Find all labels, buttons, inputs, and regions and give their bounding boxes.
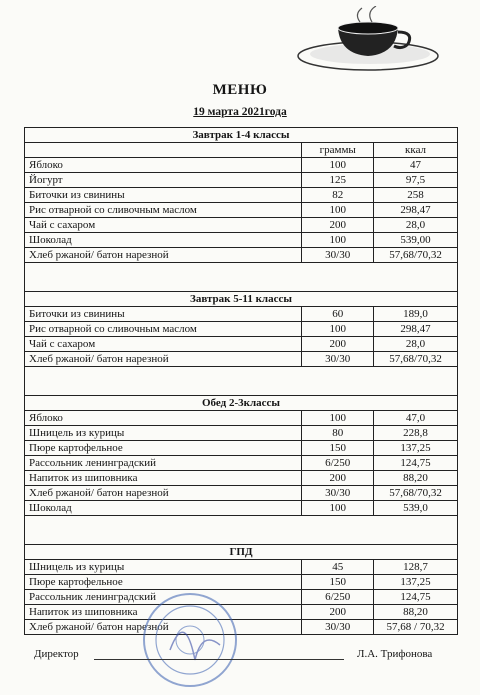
dish-kcal: 298,47 (374, 203, 458, 218)
menu-table (24, 127, 458, 635)
dish-kcal: 258 (374, 188, 458, 203)
dish-kcal: 128,7 (374, 560, 458, 575)
menu-item-row (25, 456, 458, 471)
dish-name: Рис отварной со сливочным маслом (25, 322, 302, 337)
dish-kcal: 137,25 (374, 575, 458, 590)
section-spacer (25, 516, 458, 545)
dish-kcal: 57,68 / 70,32 (374, 620, 458, 635)
section-header-row (25, 292, 458, 307)
dish-kcal: 57,68/70,32 (374, 352, 458, 367)
dish-name: Напиток из шиповника (25, 471, 302, 486)
menu-item-row (25, 471, 458, 486)
dish-kcal: 124,75 (374, 456, 458, 471)
column-header-row (25, 143, 458, 158)
dish-name: Чай с сахаром (25, 218, 302, 233)
spacer-cell (25, 516, 458, 545)
dish-grams: 100 (302, 501, 374, 516)
dish-name: Шоколад (25, 501, 302, 516)
dish-name: Йогурт (25, 173, 302, 188)
dish-name: Шоколад (25, 233, 302, 248)
dish-name: Рассольник ленинградский (25, 456, 302, 471)
dish-name: Шницель из курицы (25, 426, 302, 441)
dish-grams: 30/30 (302, 352, 374, 367)
dish-kcal: 189,0 (374, 307, 458, 322)
dish-name: Хлеб ржаной/ батон нарезной (25, 248, 302, 263)
menu-item-row (25, 218, 458, 233)
dish-grams: 100 (302, 203, 374, 218)
section-header-row (25, 128, 458, 143)
menu-item-row (25, 560, 458, 575)
coffee-cup-icon (290, 6, 440, 76)
dish-grams: 30/30 (302, 620, 374, 635)
menu-item-row (25, 501, 458, 516)
dish-name: Пюре картофельное (25, 441, 302, 456)
dish-grams: 6/250 (302, 590, 374, 605)
dish-grams: 30/30 (302, 248, 374, 263)
menu-item-row (25, 620, 458, 635)
menu-item-row (25, 426, 458, 441)
dish-grams: 100 (302, 411, 374, 426)
dish-name: Яблоко (25, 158, 302, 173)
dish-grams: 45 (302, 560, 374, 575)
dish-name: Рис отварной со сливочным маслом (25, 203, 302, 218)
dish-kcal: 88,20 (374, 471, 458, 486)
dish-name: Напиток из шиповника (25, 605, 302, 620)
dish-kcal: 137,25 (374, 441, 458, 456)
dish-kcal: 88,20 (374, 605, 458, 620)
menu-item-row (25, 486, 458, 501)
dish-grams: 100 (302, 233, 374, 248)
spacer-cell (25, 263, 458, 292)
dish-name: Биточки из свинины (25, 307, 302, 322)
dish-grams: 6/250 (302, 456, 374, 471)
director-name: Л.А. Трифонова (357, 648, 433, 660)
dish-grams: 100 (302, 158, 374, 173)
dish-grams: 82 (302, 188, 374, 203)
dish-kcal: 57,68/70,32 (374, 248, 458, 263)
dish-kcal: 539,0 (374, 501, 458, 516)
dish-kcal: 539,00 (374, 233, 458, 248)
dish-grams: 60 (302, 307, 374, 322)
dish-grams: 200 (302, 605, 374, 620)
director-label: Директор (34, 648, 79, 660)
dish-name: Биточки из свинины (25, 188, 302, 203)
menu-item-row (25, 322, 458, 337)
menu-date: 19 марта 2021года (193, 106, 287, 118)
dish-grams: 200 (302, 218, 374, 233)
signature-line (94, 659, 344, 660)
menu-item-row (25, 337, 458, 352)
dish-name: Чай с сахаром (25, 337, 302, 352)
dish-name: Рассольник ленинградский (25, 590, 302, 605)
dish-grams: 150 (302, 441, 374, 456)
menu-item-row (25, 575, 458, 590)
menu-item-row (25, 188, 458, 203)
dish-grams: 30/30 (302, 486, 374, 501)
page-title: МЕНЮ (212, 82, 268, 98)
section-header-row (25, 396, 458, 411)
column-header-grams: граммы (302, 143, 374, 158)
menu-item-row (25, 173, 458, 188)
dish-kcal: 124,75 (374, 590, 458, 605)
section-header-row (25, 545, 458, 560)
dish-name: Хлеб ржаной/ батон нарезной (25, 352, 302, 367)
dish-kcal: 298,47 (374, 322, 458, 337)
dish-grams: 125 (302, 173, 374, 188)
official-stamp (140, 590, 240, 690)
dish-kcal: 47 (374, 158, 458, 173)
section-spacer (25, 367, 458, 396)
menu-item-row (25, 248, 458, 263)
menu-table-body (25, 128, 458, 635)
section-title: Завтрак 5-11 классы (25, 292, 458, 307)
dish-kcal: 228,8 (374, 426, 458, 441)
dish-name: Хлеб ржаной/ батон нарезной (25, 620, 302, 635)
menu-item-row (25, 203, 458, 218)
column-header-name (25, 143, 302, 158)
menu-item-row (25, 158, 458, 173)
section-title: Завтрак 1-4 классы (25, 128, 458, 143)
dish-grams: 200 (302, 337, 374, 352)
dish-grams: 100 (302, 322, 374, 337)
dish-name: Шницель из курицы (25, 560, 302, 575)
column-header-kcal: ккал (374, 143, 458, 158)
menu-item-row (25, 411, 458, 426)
section-title: Обед 2-3классы (25, 396, 458, 411)
dish-name: Пюре картофельное (25, 575, 302, 590)
dish-kcal: 28,0 (374, 337, 458, 352)
dish-kcal: 97,5 (374, 173, 458, 188)
menu-item-row (25, 590, 458, 605)
dish-kcal: 47,0 (374, 411, 458, 426)
menu-item-row (25, 605, 458, 620)
dish-kcal: 57,68/70,32 (374, 486, 458, 501)
spacer-cell (25, 367, 458, 396)
menu-item-row (25, 233, 458, 248)
menu-item-row (25, 352, 458, 367)
dish-name: Хлеб ржаной/ батон нарезной (25, 486, 302, 501)
dish-grams: 150 (302, 575, 374, 590)
section-title: ГПД (25, 545, 458, 560)
menu-item-row (25, 441, 458, 456)
dish-name: Яблоко (25, 411, 302, 426)
menu-item-row (25, 307, 458, 322)
dish-kcal: 28,0 (374, 218, 458, 233)
section-spacer (25, 263, 458, 292)
dish-grams: 80 (302, 426, 374, 441)
dish-grams: 200 (302, 471, 374, 486)
